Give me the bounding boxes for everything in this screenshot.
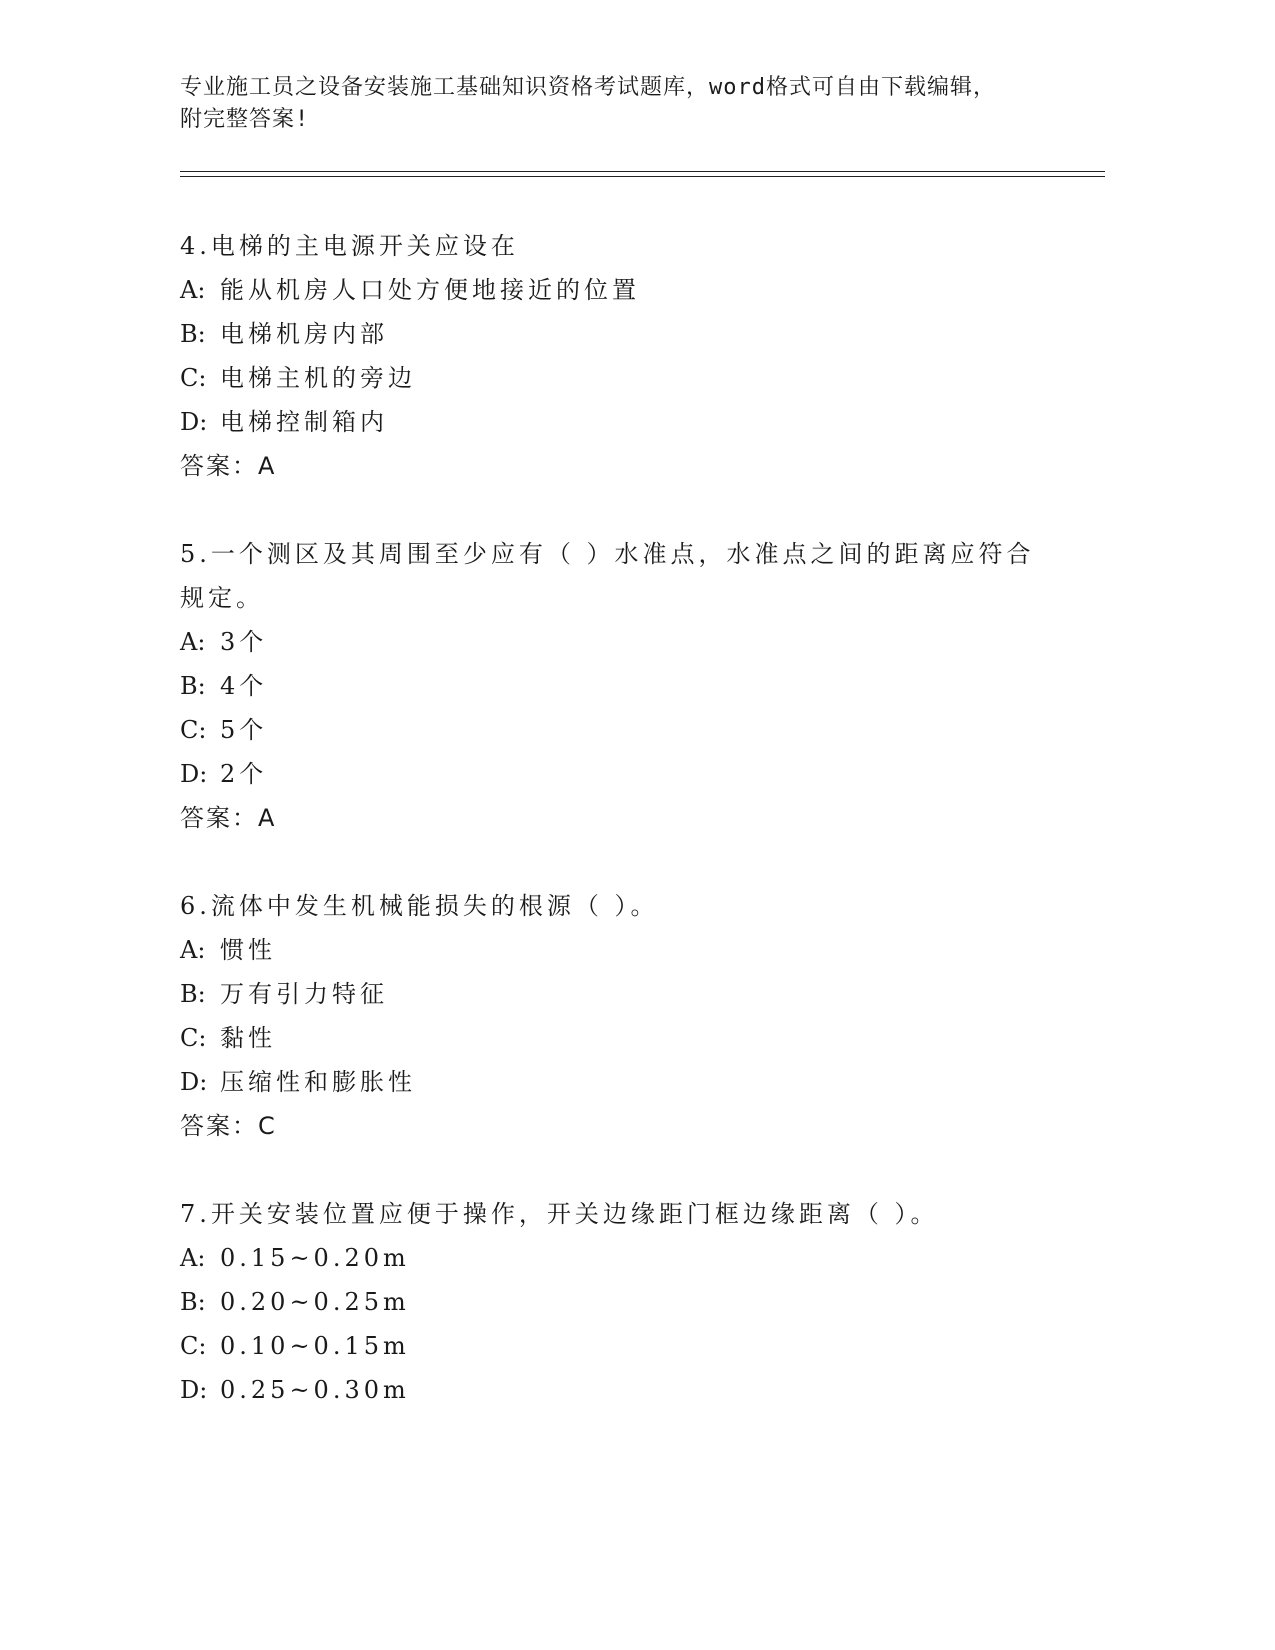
option-d [180, 400, 1080, 444]
option-label: C: [180, 1332, 207, 1360]
answer-line: 答案：A [180, 452, 277, 480]
option-label: D: [180, 760, 208, 788]
option-a [180, 268, 1080, 312]
option-d [180, 1060, 1080, 1104]
option-label: A: [180, 1244, 206, 1272]
option-text: 惯性 [220, 936, 276, 964]
option-label: B: [180, 980, 206, 1008]
question-6 [180, 884, 1080, 1148]
option-b [180, 972, 1080, 1016]
option-label: A: [180, 276, 206, 304]
option-d [180, 1368, 1080, 1412]
option-a [180, 1236, 1080, 1280]
question-stem: 5.一个测区及其周围至少应有（ ）水准点，水准点之间的距离应符合规定。 [180, 540, 1035, 612]
option-text: 压缩性和膨胀性 [220, 1068, 416, 1096]
option-label: A: [180, 936, 206, 964]
question-stem: 4.电梯的主电源开关应设在 [180, 232, 519, 260]
option-text: 电梯主机的旁边 [220, 364, 416, 392]
option-c [180, 1016, 1080, 1060]
option-d [180, 752, 1080, 796]
option-text: 5个 [220, 716, 268, 744]
option-text: 能从机房人口处方便地接近的位置 [220, 276, 640, 304]
option-text: 3个 [220, 628, 268, 656]
question-stem: 7.开关安装位置应便于操作，开关边缘距门框边缘距离（ ）。 [180, 1200, 939, 1228]
question-stem: 6.流体中发生机械能损失的根源（ ）。 [180, 892, 659, 920]
option-text: 4个 [220, 672, 268, 700]
option-b [180, 312, 1080, 356]
header-divider-bottom [180, 176, 1105, 177]
header-divider-top [180, 171, 1105, 172]
option-text: 0.20~0.25m [220, 1288, 410, 1316]
option-text: 万有引力特征 [220, 980, 388, 1008]
document-header [180, 72, 1080, 136]
option-text: 0.15~0.20m [220, 1244, 410, 1272]
option-text: 0.25~0.30m [220, 1376, 410, 1404]
option-text: 2个 [220, 760, 268, 788]
option-a [180, 928, 1080, 972]
option-label: B: [180, 1288, 206, 1316]
option-text: 黏性 [220, 1024, 276, 1052]
header-line-2: 附完整答案! [180, 107, 310, 132]
question-7 [180, 1192, 1080, 1412]
answer-line: 答案：A [180, 804, 277, 832]
question-5 [180, 532, 1080, 840]
option-b [180, 664, 1080, 708]
option-c [180, 1324, 1080, 1368]
option-text: 电梯机房内部 [220, 320, 388, 348]
option-c [180, 356, 1080, 400]
option-label: B: [180, 672, 206, 700]
option-a [180, 620, 1080, 664]
option-label: A: [180, 628, 206, 656]
option-label: D: [180, 1068, 208, 1096]
option-label: C: [180, 364, 207, 392]
question-4 [180, 224, 1080, 488]
option-text: 0.10~0.15m [220, 1332, 410, 1360]
option-label: B: [180, 320, 206, 348]
option-label: D: [180, 408, 208, 436]
option-text: 电梯控制箱内 [220, 408, 388, 436]
header-line-1: 专业施工员之设备安装施工基础知识资格考试题库，word格式可自由下载编辑， [180, 75, 996, 100]
option-c [180, 708, 1080, 752]
option-b [180, 1280, 1080, 1324]
question-list [180, 224, 1080, 1456]
option-label: D: [180, 1376, 208, 1404]
option-label: C: [180, 716, 207, 744]
answer-line: 答案：C [180, 1112, 277, 1140]
option-label: C: [180, 1024, 207, 1052]
